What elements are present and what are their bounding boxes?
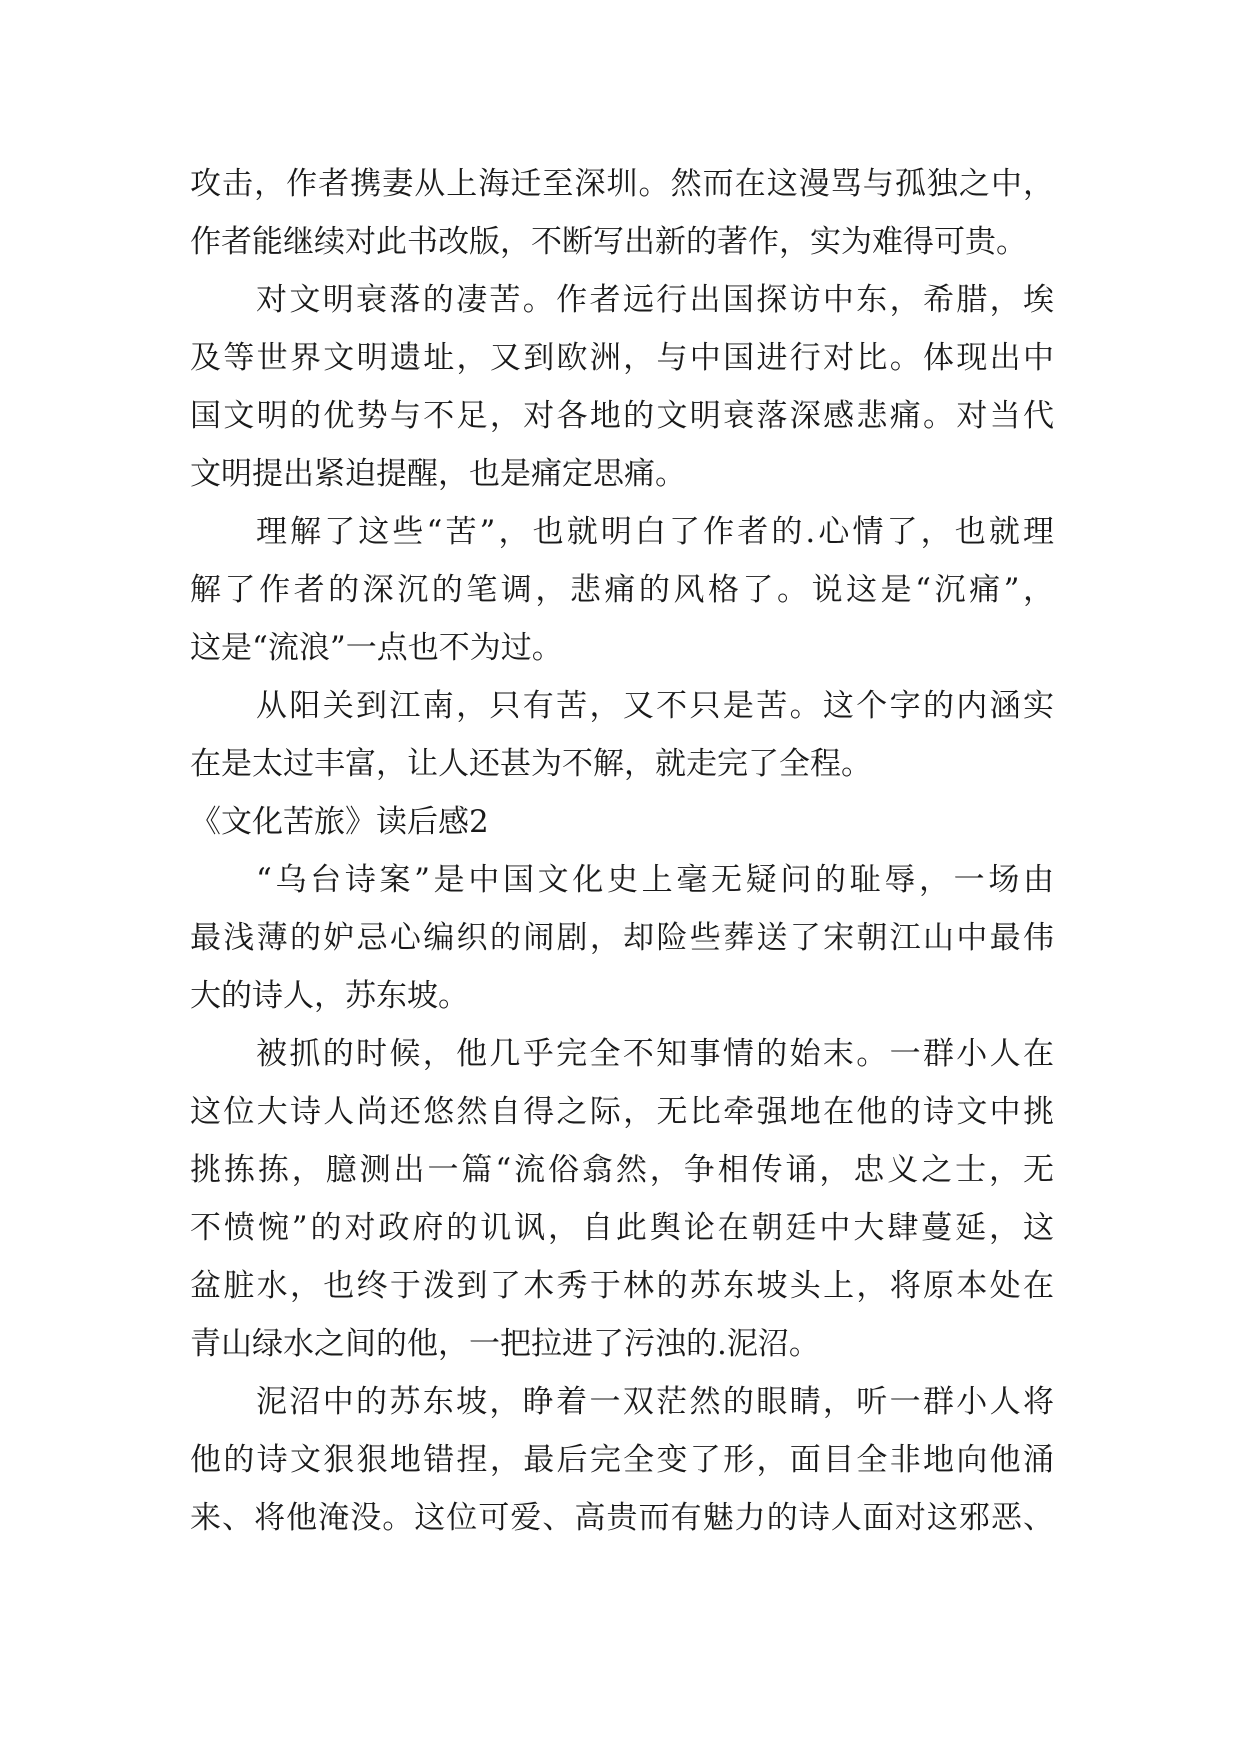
text-line: 青山绿水之间的他，一把拉进了污浊的.泥沼。	[190, 1326, 820, 1362]
paragraph	[190, 155, 1054, 271]
paragraph	[190, 677, 1054, 793]
text-line: 解了作者的深沉的笔调，悲痛的风格了。说这是“沉痛”，	[190, 572, 1054, 608]
document-body	[190, 155, 1054, 1547]
text-line: 大的诗人，苏东坡。	[190, 978, 469, 1014]
text-line: 被抓的时候，他几乎完全不知事情的始末。一群小人在	[256, 1036, 1054, 1072]
paragraph	[190, 1373, 1054, 1547]
text-line: 及等世界文明遗址，又到欧洲，与中国进行对比。体现出中	[190, 340, 1054, 376]
section-heading: 《文化苦旅》读后感2	[190, 804, 489, 840]
text-line: 文明提出紧迫提醒，也是痛定思痛。	[190, 456, 686, 492]
text-line: 这是“流浪”一点也不为过。	[190, 630, 563, 666]
paragraph	[190, 851, 1054, 1025]
text-line: 理解了这些“苦”，也就明白了作者的.心情了，也就理	[256, 514, 1054, 550]
text-line: 对文明衰落的凄苦。作者远行出国探访中东，希腊，埃	[256, 282, 1054, 318]
paragraph	[190, 1025, 1054, 1373]
text-line: 这位大诗人尚还悠然自得之际，无比牵强地在他的诗文中挑	[190, 1094, 1054, 1130]
text-line: 来、将他淹没。这位可爱、高贵而有魅力的诗人面对这邪恶、	[190, 1500, 1054, 1536]
paragraph	[190, 271, 1054, 503]
text-line: “乌台诗案”是中国文化史上毫无疑问的耻辱，一场由	[256, 862, 1054, 898]
text-line: 盆脏水，也终于泼到了木秀于林的苏东坡头上，将原本处在	[190, 1268, 1054, 1304]
text-line: 攻击，作者携妻从上海迁至深圳。然而在这漫骂与孤独之中，	[190, 166, 1054, 202]
text-line: 从阳关到江南，只有苦，又不只是苦。这个字的内涵实	[256, 688, 1054, 724]
text-line: 国文明的优势与不足，对各地的文明衰落深感悲痛。对当代	[190, 398, 1054, 434]
text-line: 挑拣拣，臆测出一篇“流俗翕然，争相传诵，忠义之士，无	[190, 1152, 1054, 1188]
paragraph	[190, 503, 1054, 677]
text-line: 最浅薄的妒忌心编织的闹剧，却险些葬送了宋朝江山中最伟	[190, 920, 1054, 956]
text-line: 他的诗文狠狠地错捏，最后完全变了形，面目全非地向他涌	[190, 1442, 1054, 1478]
text-line: 泥沼中的苏东坡，睁着一双茫然的眼睛，听一群小人将	[256, 1384, 1054, 1420]
text-line: 不愤惋”的对政府的讥讽，自此舆论在朝廷中大肆蔓延，这	[190, 1210, 1054, 1246]
text-line: 作者能继续对此书改版，不断写出新的著作，实为难得可贵。	[190, 224, 1027, 260]
text-line: 在是太过丰富，让人还甚为不解，就走完了全程。	[190, 746, 872, 782]
